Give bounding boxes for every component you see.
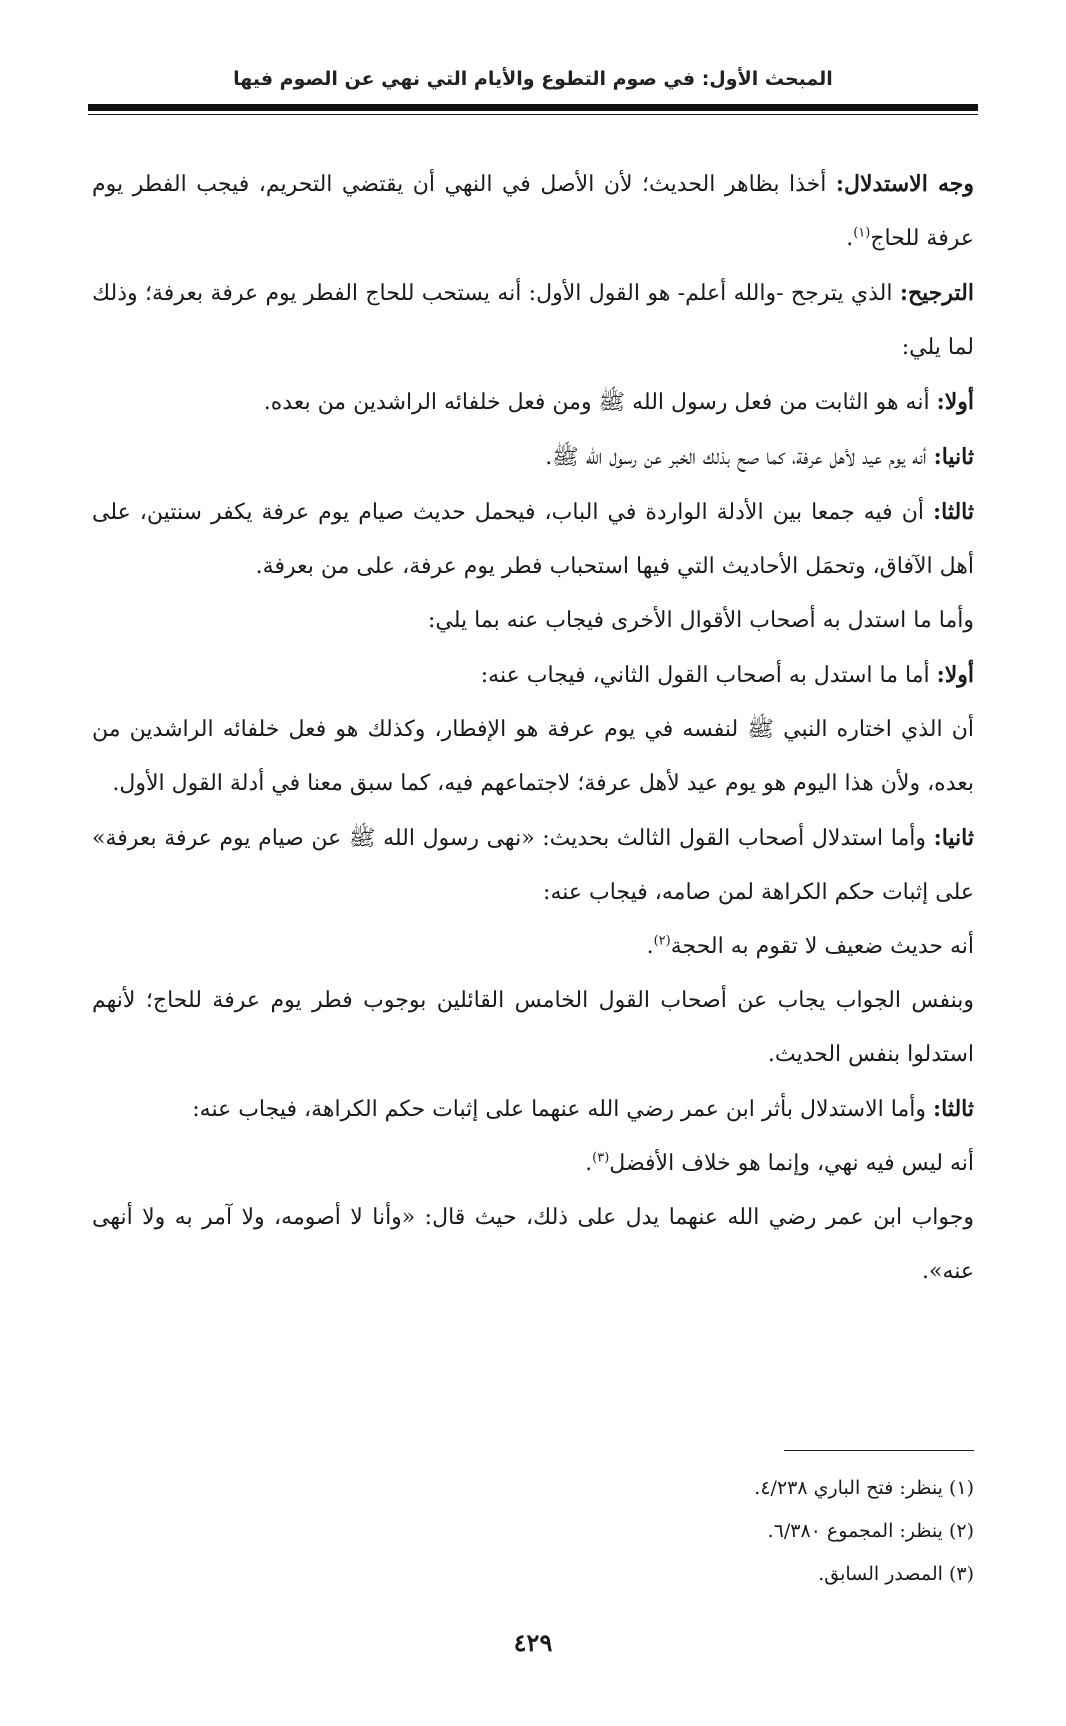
paragraph-lead: ثانيا: (933, 825, 974, 851)
paragraph-tail: . (846, 226, 854, 251)
paragraph (92, 157, 974, 266)
footnote-separator (784, 1450, 974, 1451)
paragraph-text: أنه حديث ضعيف لا تقوم به الحجة (670, 934, 974, 959)
paragraph (92, 594, 974, 648)
footnote: (٣) المصدر السابق. (818, 1563, 974, 1585)
paragraph (92, 1191, 974, 1299)
paragraph-lead: ثانيا: (933, 444, 974, 470)
paragraph-text: وأما ما استدل به أصحاب الأقوال الأخرى فيجاب عنه بما يلي: (428, 608, 974, 633)
paragraph-text: أنه يوم عيد لأهل عرفة، كما صح بذلك الخبر عن رسول الله ﷺ. (545, 445, 934, 470)
paragraph-text: أن الذي اختاره النبي ﷺ لنفسه في يوم عرفة هو الإفطار، وكذلك هو فعل خلفائه الراشدين من بعده، ولأن هذا اليوم هو يوم عيد لأهل عرفة؛ لاجتماعهم فيه، كما سبق معنا في أدلة القول الأول. (92, 717, 974, 796)
paragraph-lead: أولا: (936, 389, 974, 415)
paragraph (92, 648, 974, 703)
paragraph (92, 920, 974, 974)
paragraph-tail: . (585, 1151, 593, 1176)
paragraph (92, 1137, 974, 1191)
paragraph (92, 430, 974, 485)
header-rule-thick (88, 104, 978, 111)
paragraph-text: أخذا بظاهر الحديث؛ لأن الأصل في النهي أن يقتضي التحريم، فيجب الفطر يوم عرفة للحاج (92, 172, 974, 251)
paragraph-lead: أولا: (936, 662, 974, 688)
paragraph (92, 266, 974, 375)
paragraph-text: وأما الاستدلال بأثر ابن عمر رضي الله عنهما على إثبات حكم الكراهة، فيجاب عنه: (192, 1097, 933, 1122)
paragraph (92, 703, 974, 811)
paragraph-text: أنه ليس فيه نهي، وإنما هو خلاف الأفضل (609, 1151, 974, 1176)
paragraph-lead: ثالثا: (933, 499, 974, 525)
paragraph-lead: وجه الاستدلال: (835, 171, 975, 197)
footnote-ref: (٢) (653, 933, 671, 949)
footnote: (١) ينظر: فتح الباري ٤/٢٣٨. (754, 1477, 974, 1499)
paragraph (92, 375, 974, 430)
paragraph-text: أما ما استدل به أصحاب القول الثاني، فيجاب عنه: (480, 663, 937, 688)
paragraph-text: أنه هو الثابت من فعل رسول الله ﷺ ومن فعل خلفائه الراشدين من بعده. (263, 390, 937, 415)
paragraph-text: وجواب ابن عمر رضي الله عنهما يدل على ذلك، حيث قال: «وأنا لا أصومه، ولا آمر به ولا أنهى عنه». (92, 1205, 974, 1284)
footnote-ref: (١) (853, 225, 871, 241)
header-rule-thin (88, 114, 978, 115)
page-number: ٤٢٩ (513, 1628, 553, 1657)
paragraph (92, 485, 974, 594)
paragraph (92, 1082, 974, 1137)
paragraph-lead: الترجيح: (899, 280, 974, 306)
paragraph (92, 974, 974, 1082)
main-text (92, 157, 974, 1299)
footnotes (92, 1467, 974, 1596)
paragraph-text: أن فيه جمعا بين الأدلة الواردة في الباب، فيحمل حديث صيام يوم عرفة يكفر سنتين، على أهل الآفاق، وتحمَل الأحاديث التي فيها استحباب فطر يوم عرفة، على من بعرفة. (92, 500, 974, 579)
paragraph-text: الذي يترجح -والله أعلم- هو القول الأول: أنه يستحب للحاج الفطر يوم عرفة بعرفة؛ وذلك لما يلي: (92, 281, 974, 360)
paragraph-tail: . (646, 934, 654, 959)
paragraph-text: وبنفس الجواب يجاب عن أصحاب القول الخامس القائلين بوجوب فطر يوم عرفة للحاج؛ لأنهم استدلوا بنفس الحديث. (92, 988, 974, 1067)
paragraph-text: وأما استدلال أصحاب القول الثالث بحديث: «نهى رسول الله ﷺ عن صيام يوم عرفة بعرفة» على إثبات حكم الكراهة لمن صامه، فيجاب عنه: (92, 826, 974, 905)
paragraph-lead: ثالثا: (933, 1096, 974, 1122)
paragraph (92, 811, 974, 920)
footnote-ref: (٣) (592, 1150, 610, 1166)
footnote: (٢) ينظر: المجموع ٦/٣٨٠. (767, 1520, 974, 1542)
running-header: المبحث الأول: في صوم التطوع والأيام التي نهي عن الصوم فيها (233, 68, 833, 90)
